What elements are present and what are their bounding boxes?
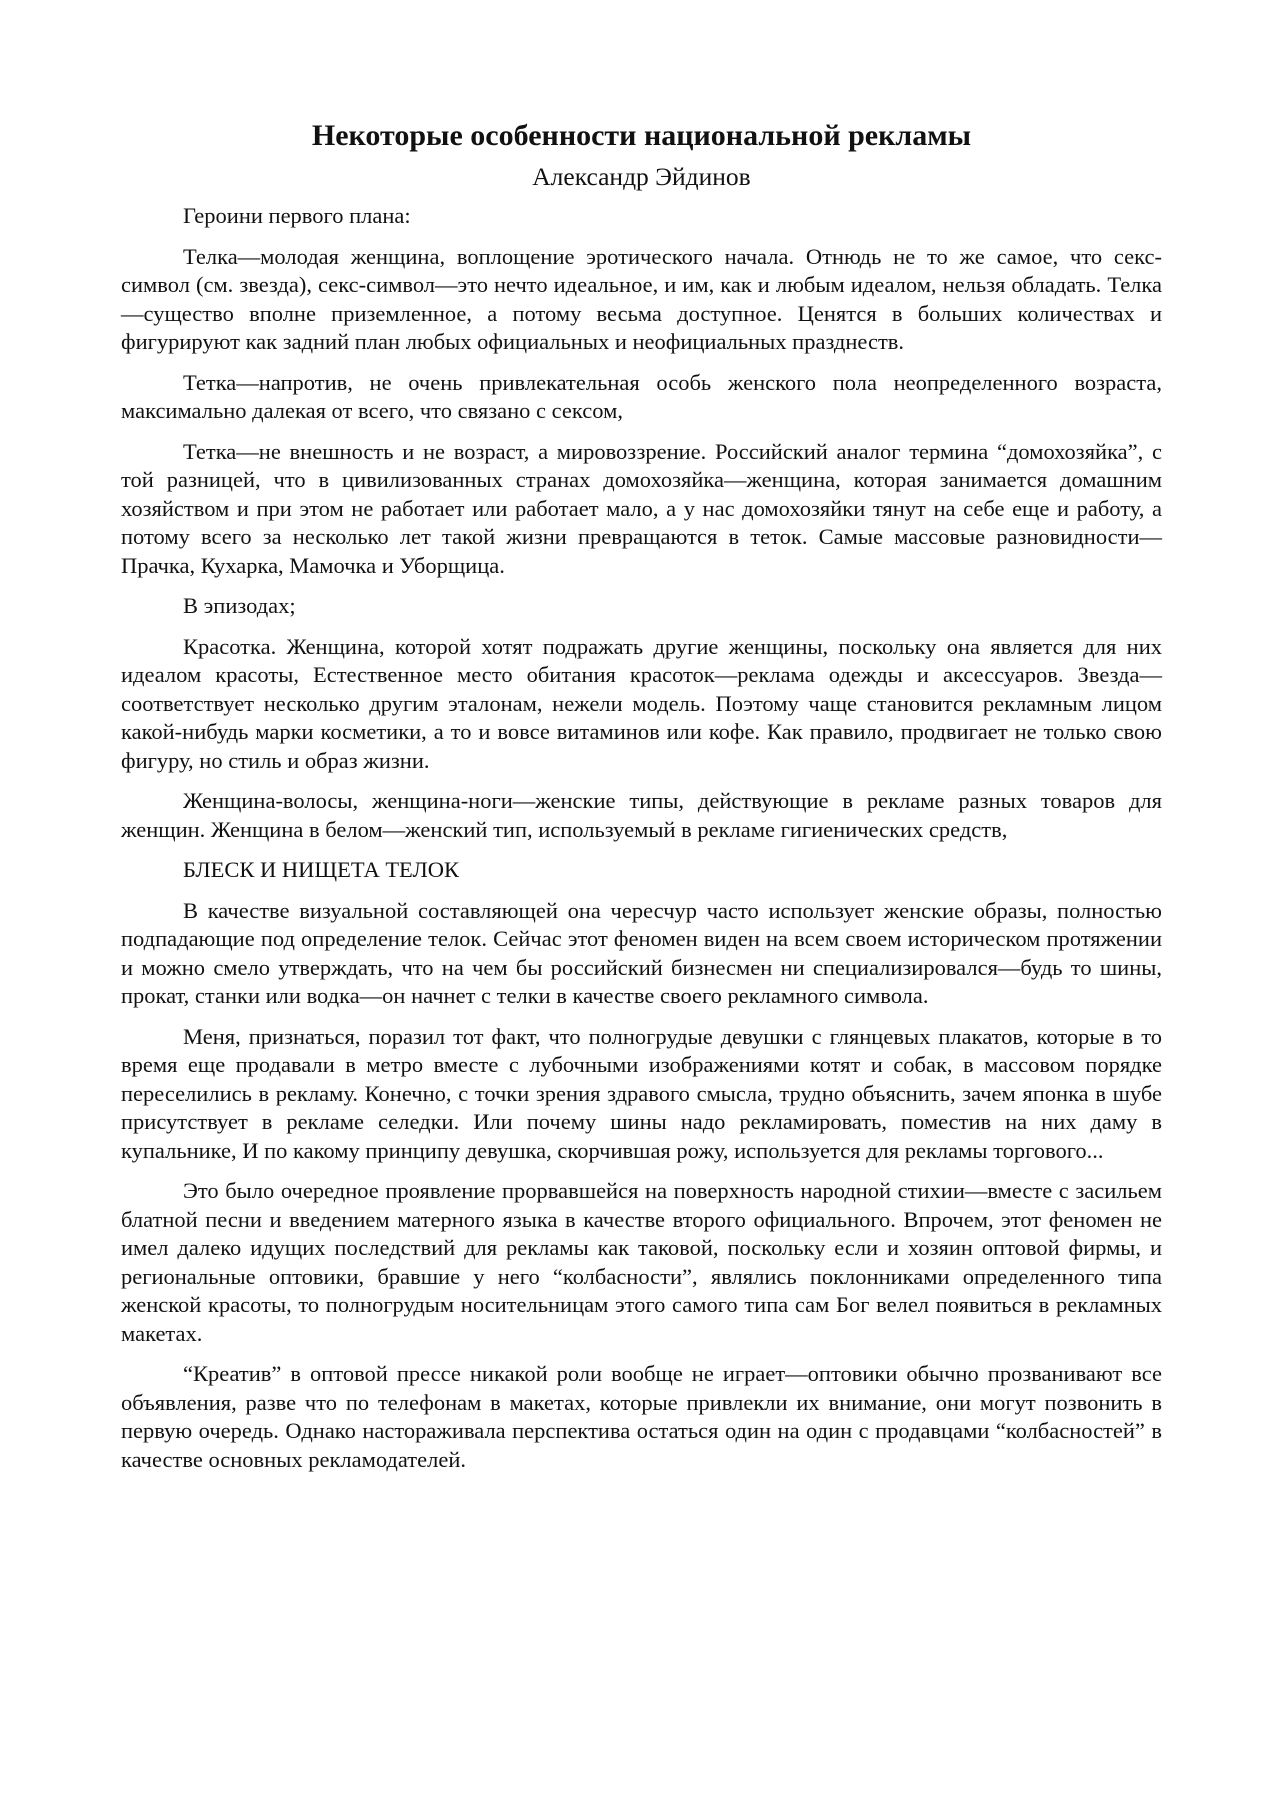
paragraph: В эпизодах; [183, 593, 296, 618]
paragraph: В качестве визуальной составляющей она чересчур часто использует женские образы, полностью подпадающие под определение телок. Сейчас этот феномен виден на всем своем историческом протяжении и можно смело утверждать, что на чем бы российский бизнесмен ни специализировался—будь то шины, прокат, станки или водка—он начнет с телки в качестве своего рекламного символа. [121, 897, 1162, 1008]
section-heading: БЛЕСК И НИЩЕТА ТЕЛОК [183, 857, 460, 882]
page-title: Некоторые особенности национальной рекламы [311, 119, 972, 152]
paragraph: “Креатив” в оптовой прессе никакой роли вообще не играет—оптовики обычно прозванивают все объявления, разве что по телефонам в макетах, которые привлекли их внимание, они могут позвонить в первую очередь. Однако настораживала перспектива остаться один на один с продавцами “колбасностей” в качестве основных рекламодателей. [121, 1361, 1162, 1472]
paragraph: Героини первого плана: [183, 203, 411, 228]
paragraph: Меня, признаться, поразил тот факт, что полногрудые девушки с глянцевых плакатов, которые в то время еще продавали в метро вместе с лубочными изображениями котят и собак, в массовом порядке переселились в рекламу. Конечно, с точки зрения здравого смысла, трудно объяснить, зачем японка в шубе присутствует в рекламе селедки. Или почему шины надо рекламировать, поместив на них даму в купальнике, И по какому принципу девушка, скорчившая рожу, используется для рекламы торгового... [121, 1023, 1162, 1163]
paragraph: Тетка—не внешность и не возраст, а мировоззрение. Российский аналог термина “домохозяйка”, с той разницей, что в цивилизованных странах домохозяйка—женщина, которая занимается домашним хозяйством и при этом не работает или работает мало, а у нас домохозяйки тянут на себе еще и работу, а потому всего за несколько лет такой жизни превращаются в теток. Самые массовые разновидности—Прачка, Кухарка, Мамочка и Уборщица. [121, 438, 1162, 578]
paragraph: Это было очередное проявление прорвавшейся на поверхность народной стихии—вместе с засильем блатной песни и введением матерного языка в качестве второго официального. Впрочем, этот феномен не имел далеко идущих последствий для рекламы как таковой, поскольку если и хозяин оптовой фирмы, и региональные оптовики, бравшие у него “колбасности”, являлись поклонниками определенного типа женской красоты, то полногрудым носительницам этого самого типа сам Бог велел появиться в рекламных макетах. [121, 1178, 1162, 1346]
paragraph: Женщина-волосы, женщина-ноги—женские типы, действующие в рекламе разных товаров для женщин. Женщина в белом—женский тип, используемый в рекламе гигиенических средств, [121, 788, 1162, 842]
paragraph: Телка—молодая женщина, воплощение эротического начала. Отнюдь не то же самое, что секс-символ (см. звезда), секс-символ—это нечто идеальное, и им, как и любым идеалом, нельзя обладать. Телка—существо вполне приземленное, а потому весьма доступное. Ценятся в больших количествах и фигурируют как задний план любых официальных и неофициальных празднеств. [121, 243, 1162, 354]
document-page [121, 118, 1162, 1486]
paragraph: Тетка—напротив, не очень привлекательная особь женского пола неопределенного возраста, максимально далекая от всего, что связано с сексом, [121, 369, 1162, 423]
author-name: Александр Эйдинов [532, 162, 751, 191]
paragraph: Красотка. Женщина, которой хотят подражать другие женщины, поскольку она является для них идеалом красоты, Естественное место обитания красоток—реклама одежды и аксессуаров. Звезда—соответствует несколько другим эталонам, нежели модель. Поэтому чаще становится рекламным лицом какой-нибудь марки косметики, а то и вовсе витаминов или кофе. Как правило, продвигает не только свою фигуру, но стиль и образ жизни. [121, 633, 1162, 773]
